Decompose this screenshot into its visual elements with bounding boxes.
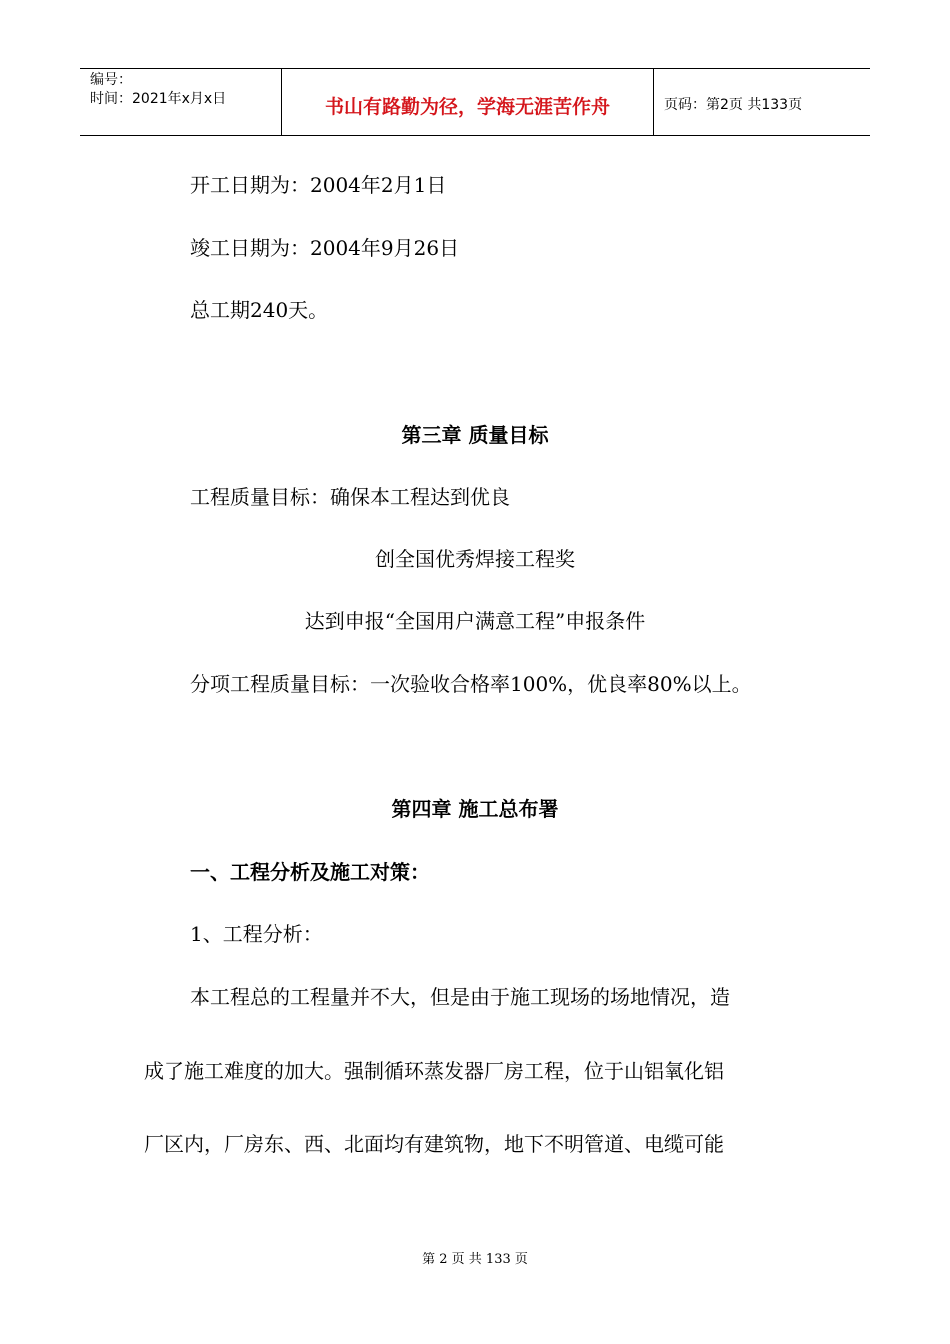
paragraph-line-1: 本工程总的工程量并不大，但是由于施工现场的场地情况，造: [190, 985, 730, 1009]
chapter4-title: 第四章 施工总布署: [391, 797, 559, 821]
section1-title: 一、工程分析及施工对策：: [190, 860, 430, 884]
header-time-label: 时间：2021年x月x日: [90, 91, 227, 107]
start-date-line: 开工日期为：2004年2月1日: [190, 173, 447, 197]
paragraph-line-3: 厂区内，厂房东、西、北面均有建筑物，地下不明管道、电缆可能: [144, 1132, 724, 1156]
sub-quality-goal-line: 分项工程质量目标：一次验收合格率100%，优良率80%以上。: [190, 672, 752, 696]
paragraph-line-2: 成了施工难度的加大。强制循环蒸发器厂房工程，位于山铝氧化铝: [144, 1059, 724, 1083]
quality-goal-line-3: 达到申报“全国用户满意工程”申报条件: [304, 609, 646, 633]
header-meta-cell: [80, 69, 282, 135]
header-page-info: 页码：第2页 共133页: [664, 97, 803, 113]
page-header: [80, 68, 870, 136]
page-footer: 第 2 页 共 133 页: [422, 1252, 528, 1267]
quality-goal-line: 工程质量目标：确保本工程达到优良: [190, 485, 510, 509]
header-motto: 书山有路勤为径，学海无涯苦作舟: [282, 69, 654, 135]
total-period-line: 总工期240天。: [190, 298, 329, 322]
subsection1-title: 1、工程分析：: [190, 922, 323, 946]
quality-goal-line-2: 创全国优秀焊接工程奖: [375, 547, 575, 571]
chapter3-title: 第三章 质量目标: [401, 423, 549, 447]
header-number-label: 编号：: [90, 72, 132, 88]
end-date-line: 竣工日期为：2004年9月26日: [190, 236, 460, 260]
